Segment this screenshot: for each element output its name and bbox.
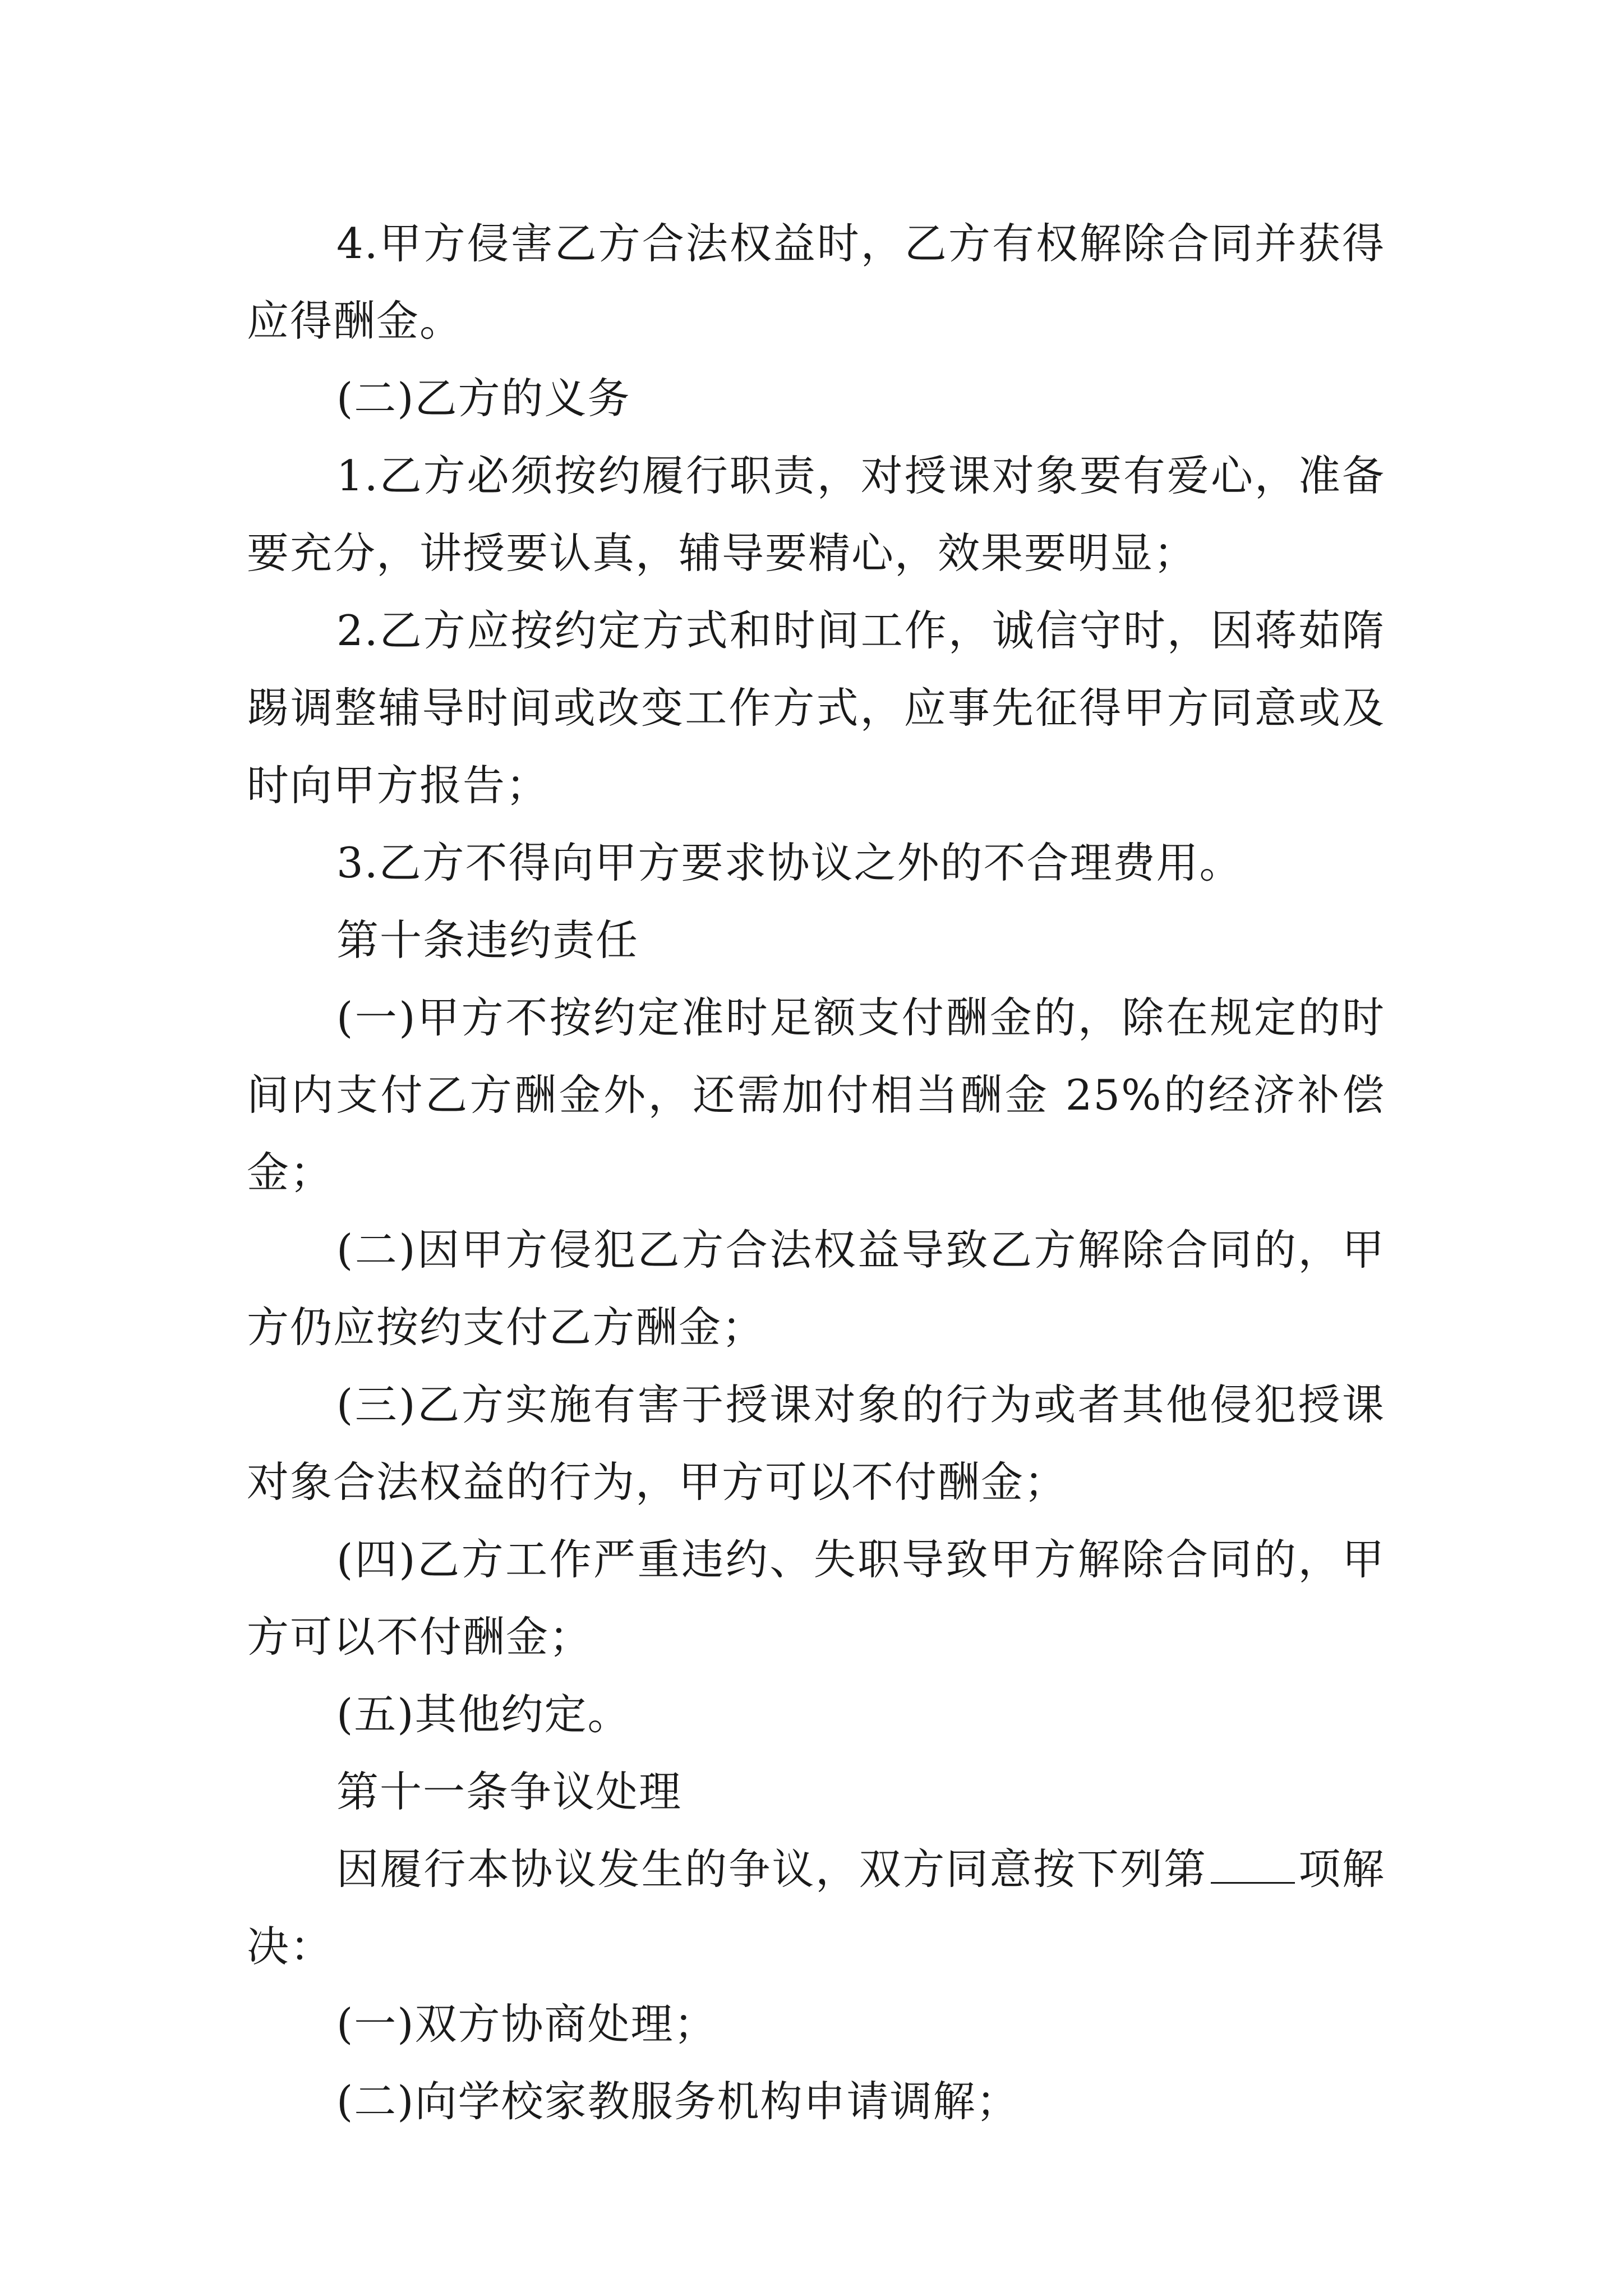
paragraph-liability-4: (四)乙方工作严重违约、失职导致甲方解除合同的，甲方可以不付酬金； (247, 1535, 1385, 1662)
paragraph-dispute-option-1: (一)双方协商处理； (336, 1999, 717, 2049)
paragraph-liability-2: (二)因甲方侵犯乙方合法权益导致乙方解除合同的，甲方仍应按约支付乙方酬金； (247, 1225, 1385, 1352)
fill-in-blank[interactable] (1211, 1848, 1295, 1884)
paragraph-obligation-1: 1.乙方必须按约履行职责，对授课对象要有爱心，准备要充分，讲授要认真，辅导要精心，效果要明显； (247, 451, 1385, 578)
paragraph-liability-3: (三)乙方实施有害于授课对象的行为或者其他侵犯授课对象合法权益的行为，甲方可以不付酬金； (247, 1380, 1385, 1507)
article-heading-dispute-resolution: 第十一条争议处理 (336, 1767, 683, 1816)
paragraph-liability-1: (一)甲方不按约定准时足额支付酬金的，除在规定的时间内支付乙方酬金外，还需加付相当酬金 25%的经济补偿金； (247, 993, 1385, 1197)
paragraph-obligation-3: 3.乙方不得向甲方要求协议之外的不合理费用。 (336, 838, 1243, 887)
paragraph-clause-4: 4.甲方侵害乙方合法权益时，乙方有权解除合同并获得应得酬金。 (247, 219, 1385, 346)
paragraph-dispute-intro (247, 1830, 1385, 1985)
document-body (247, 205, 1385, 2140)
paragraph-liability-5: (五)其他约定。 (336, 1690, 631, 1739)
section-heading-party-b-obligations: (二)乙方的义务 (336, 374, 631, 423)
paragraph-dispute-option-2: (二)向学校家教服务机构申请调解； (336, 2077, 1020, 2126)
article-heading-breach-liability: 第十条违约责任 (336, 915, 639, 965)
paragraph-obligation-2: 2.乙方应按约定方式和时间工作，诚信守时，因蒋茹隋踢调整辅导时间或改变工作方式，应事先征得甲方同意或及时向甲方报告； (247, 606, 1385, 810)
dispute-intro-text: 因履行本协议发生的争议，双方同意按下列第 (336, 1844, 1207, 1894)
dispute-intro-tail: 项解决： (247, 1844, 1385, 1971)
